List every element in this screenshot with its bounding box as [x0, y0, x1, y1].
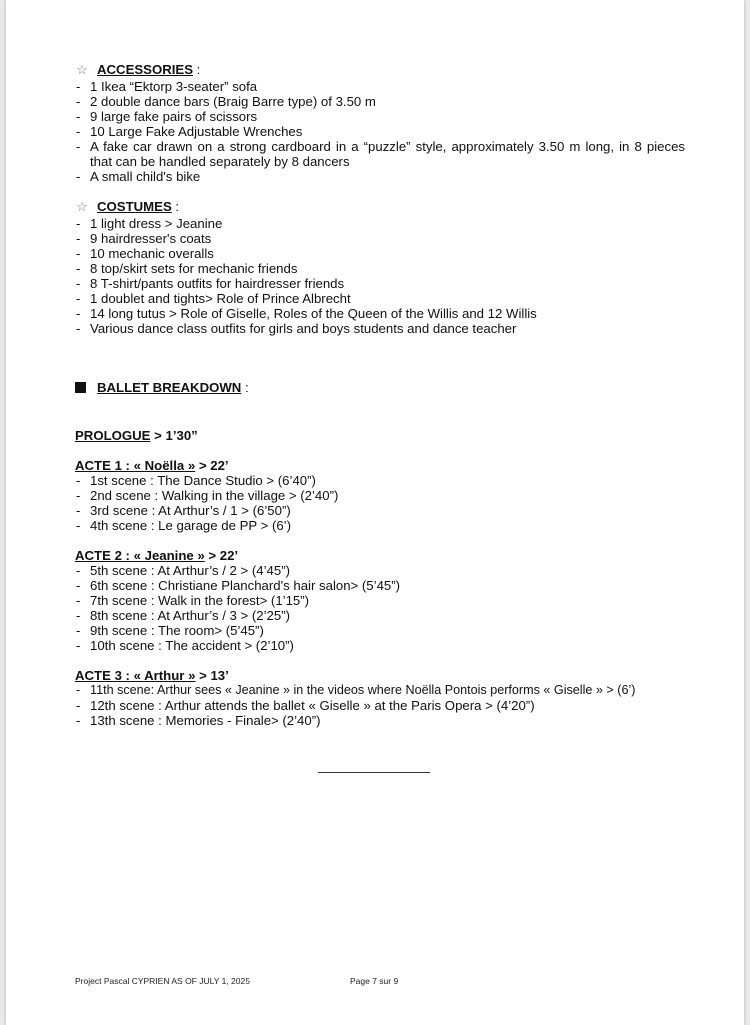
list-item: - 11th scene: Arthur sees « Jeanine » in the videos where Noëlla Pontois performs « Giselle » > (6’)	[75, 683, 685, 698]
acte-1-heading	[75, 458, 685, 473]
list-item: - 7th scene : Walk in the forest> (1’15”)	[75, 593, 685, 608]
prologue-line	[75, 428, 685, 443]
acte-1-scenes	[75, 473, 685, 533]
list-item: - 9 hairdresser's coats	[75, 231, 685, 246]
costumes-heading	[75, 199, 685, 214]
list-item: - 10 Large Fake Adjustable Wrenches	[75, 124, 685, 139]
acte-2-duration: > 22’	[204, 548, 239, 563]
costumes-title-suffix: :	[171, 199, 180, 214]
prologue-duration: > 1’30”	[150, 428, 198, 443]
accessories-list	[75, 79, 685, 184]
list-item: - A small child's bike	[75, 169, 685, 184]
acte-2-scenes	[75, 563, 685, 653]
acte-3-label: ACTE 3 : « Arthur »	[75, 668, 196, 683]
list-item: - 6th scene : Christiane Planchard's hair salon> (5’45”)	[75, 578, 685, 593]
list-item: - 12th scene : Arthur attends the ballet « Giselle » at the Paris Opera > (4’20”)	[75, 698, 685, 713]
accessories-heading	[75, 62, 685, 77]
accessories-title-suffix: :	[193, 62, 201, 77]
star-outline-icon: ☆	[76, 62, 88, 77]
breakdown-title: BALLET BREAKDOWN	[97, 380, 242, 395]
acte-1-label: ACTE 1 : « Noëlla »	[75, 458, 196, 473]
acte-1-duration: > 22’	[195, 458, 229, 473]
footer-page-number: Page 7 sur 9	[350, 976, 399, 986]
star-outline-icon: ☆	[76, 199, 88, 214]
section-separator	[318, 772, 430, 773]
breakdown-heading	[75, 380, 685, 395]
acte-3-duration: > 13’	[195, 668, 229, 683]
list-item: - 9 large fake pairs of scissors	[75, 109, 685, 124]
list-item: - Various dance class outfits for girls and boys students and dance teacher	[75, 321, 685, 336]
acte-3-heading	[75, 668, 685, 683]
list-item: - 8 top/skirt sets for mechanic friends	[75, 261, 685, 276]
list-item: - 1st scene : The Dance Studio > (6’40”)	[75, 473, 685, 488]
acte-2-label: ACTE 2 : « Jeanine »	[75, 548, 205, 563]
list-item: - A fake car drawn on a strong cardboard in a “puzzle” style, approximately 3.50 m long, in 8 pieces that can be handled separately by 8 dancers	[75, 139, 685, 169]
list-item: - 4th scene : Le garage de PP > (6’)	[75, 518, 685, 533]
accessories-title: ACCESSORIES	[97, 62, 193, 77]
list-item: - 1 Ikea “Ektorp 3-seater” sofa	[75, 79, 685, 94]
breakdown-title-suffix: :	[241, 380, 249, 395]
list-item: - 1 light dress > Jeanine	[75, 216, 685, 231]
list-item: - 10 mechanic overalls	[75, 246, 685, 261]
list-item: - 2nd scene : Walking in the village > (2’40”)	[75, 488, 685, 503]
page-content	[75, 62, 685, 728]
list-item: - 2 double dance bars (Braig Barre type) of 3.50 m	[75, 94, 685, 109]
list-item: - 8 T-shirt/pants outfits for hairdresser friends	[75, 276, 685, 291]
costumes-title: COSTUMES	[97, 199, 172, 214]
costumes-list	[75, 216, 685, 336]
acte-2-heading	[75, 548, 685, 563]
list-item: - 8th scene : At Arthur’s / 3 > (2’25”)	[75, 608, 685, 623]
list-item: - 1 doublet and tights> Role of Prince Albrecht	[75, 291, 685, 306]
document-page	[6, 0, 744, 1025]
list-item: - 13th scene : Memories - Finale> (2’40”)	[75, 713, 685, 728]
list-item: - 9th scene : The room> (5’45”)	[75, 623, 685, 638]
prologue-label: PROLOGUE	[75, 428, 151, 443]
list-item: - 5th scene : At Arthur’s / 2 > (4’45”)	[75, 563, 685, 578]
list-item: - 3rd scene : At Arthur’s / 1 > (6’50”)	[75, 503, 685, 518]
black-square-icon	[75, 382, 86, 393]
footer-project-info: Project Pascal CYPRIEN AS OF JULY 1, 2025	[75, 976, 250, 986]
acte-3-scenes	[75, 683, 685, 728]
list-item: - 14 long tutus > Role of Giselle, Roles of the Queen of the Willis and 12 Willis	[75, 306, 685, 321]
list-item: - 10th scene : The accident > (2’10”)	[75, 638, 685, 653]
